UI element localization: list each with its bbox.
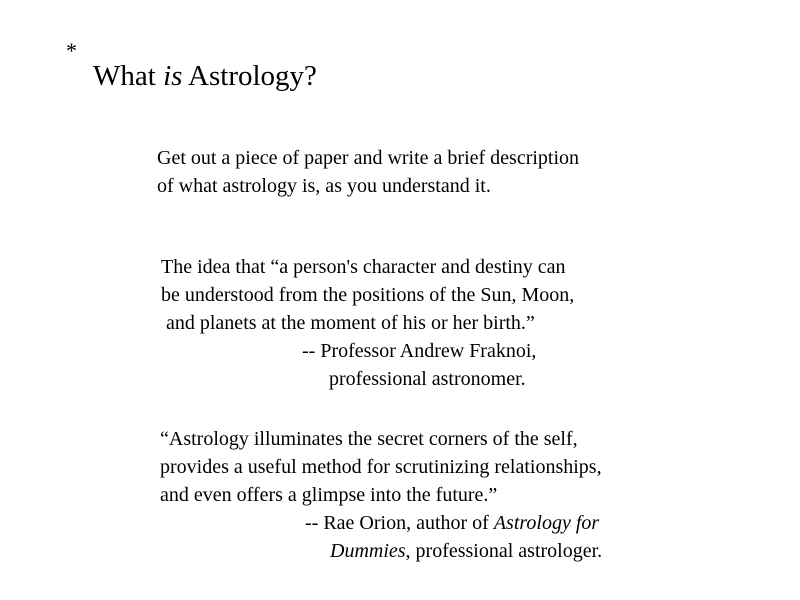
title-part-1: What xyxy=(93,60,164,92)
quote1-line-3: and planets at the moment of his or her birth.” xyxy=(166,312,535,334)
quote2-attribution-1 xyxy=(160,509,602,537)
quote1-line-2: be understood from the positions of the Sun, Moon, xyxy=(161,284,575,306)
quote2-attribution-2 xyxy=(160,537,602,565)
book-title-part-1: Astrology for xyxy=(493,512,600,534)
quote2-line-2: provides a useful method for scrutinizing relationships, xyxy=(160,456,602,478)
prompt-line-2: of what astrology is, as you understand it. xyxy=(157,175,491,197)
bullet-marker: * xyxy=(66,38,77,63)
quote2-attribution-suffix: , professional astrologer. xyxy=(405,540,603,562)
quote1-attribution-1: -- Professor Andrew Fraknoi, xyxy=(302,340,537,362)
slide-title xyxy=(93,58,317,94)
prompt-text xyxy=(157,144,579,200)
quote2-attribution-prefix: -- Rae Orion, author of xyxy=(305,512,494,534)
quote-fraknoi xyxy=(161,253,574,393)
quote2-line-1: “Astrology illuminates the secret corners of the self, xyxy=(160,428,578,450)
prompt-line-1: Get out a piece of paper and write a brief description xyxy=(157,147,580,169)
quote1-line-1: The idea that “a person's character and destiny can xyxy=(161,256,566,278)
title-part-2: Astrology? xyxy=(182,60,317,92)
quote1-attribution-2: professional astronomer. xyxy=(329,368,526,390)
book-title-part-2: Dummies xyxy=(330,540,406,562)
quote-orion xyxy=(160,425,602,565)
quote2-line-3: and even offers a glimpse into the future.” xyxy=(160,484,498,506)
title-emphasis: is xyxy=(163,60,183,92)
